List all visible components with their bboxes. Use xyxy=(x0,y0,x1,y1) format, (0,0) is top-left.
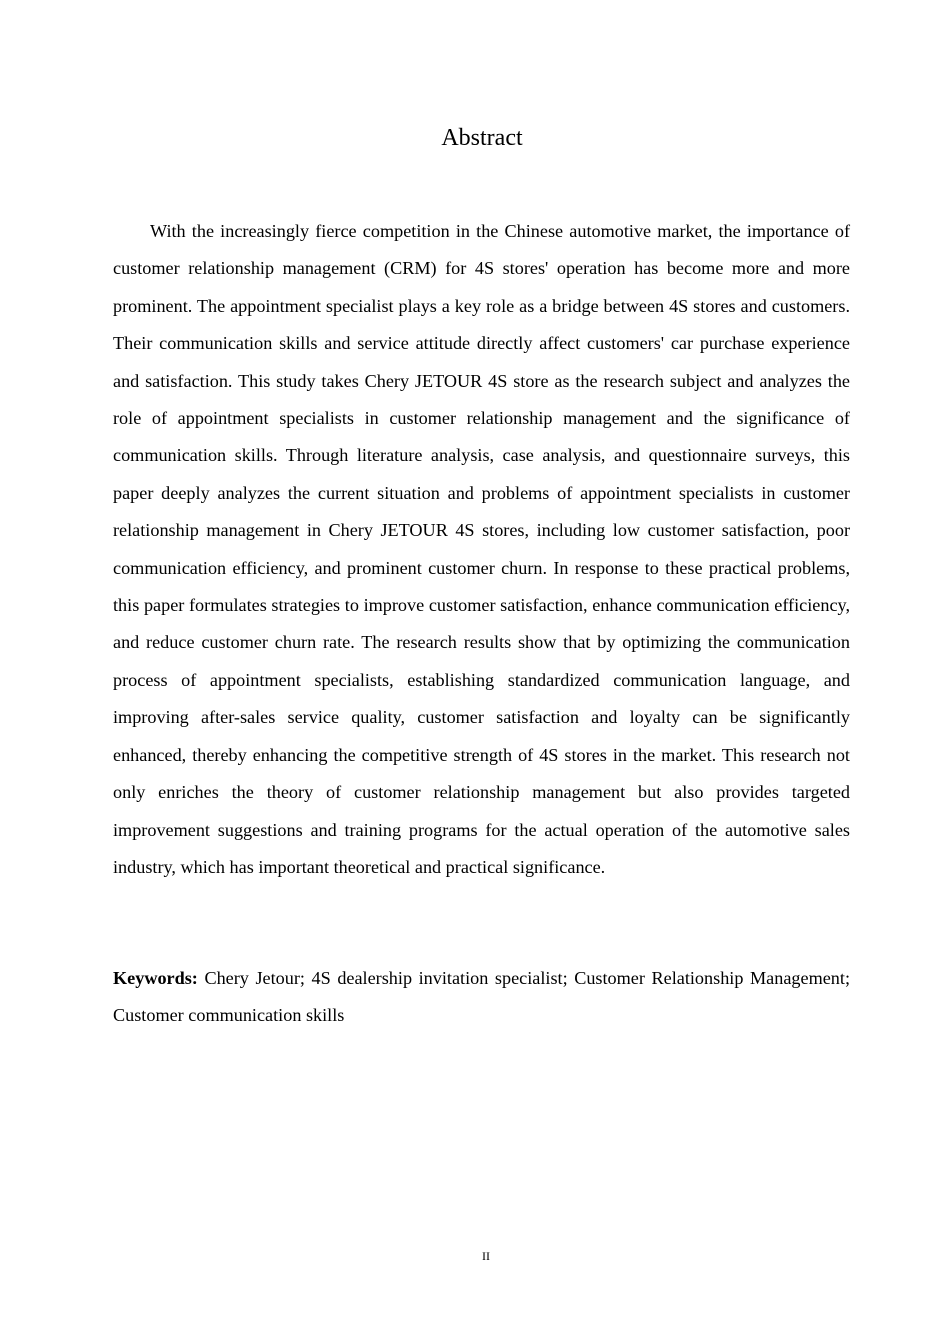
abstract-paragraph: With the increasingly fierce competition in the Chinese automotive market, the importance of customer relationship management (CRM) for 4S stores' operation has become more and more prominent. The appointment specialist plays a key role as a bridge between 4S stores and customers. Their communication skills and service attitude directly affect customers' car purchase experience and satisfaction. This study takes Chery JETOUR 4S store as the research subject and analyzes the role of appointment specialists in customer relationship management and the significance of communication skills. Through literature analysis, case analysis, and questionnaire surveys, this paper deeply analyzes the current situation and problems of appointment specialists in customer relationship management in Chery JETOUR 4S stores, including low customer satisfaction, poor communication efficiency, and prominent customer churn. In response to these practical problems, this paper formulates strategies to improve customer satisfaction, enhance communication efficiency, and reduce customer churn rate. The research results show that by optimizing the communication process of appointment specialists, establishing standardized communication language, and improving after-sales service quality, customer satisfaction and loyalty can be significantly enhanced, thereby enhancing the competitive strength of 4S stores in the market. This research not only enriches the theory of customer relationship management but also provides targeted improvement suggestions and training programs for the actual operation of the automotive sales industry, which has important theoretical and practical significance. xyxy=(113,221,850,877)
keywords-paragraph xyxy=(113,960,850,1035)
page-number: II xyxy=(482,1249,490,1263)
keywords-label: Keywords: xyxy=(113,968,198,988)
page-title: Abstract xyxy=(441,125,523,151)
keywords-text: Chery Jetour; 4S dealership invitation specialist; Customer Relationship Management; Customer communication skills xyxy=(113,968,850,1026)
